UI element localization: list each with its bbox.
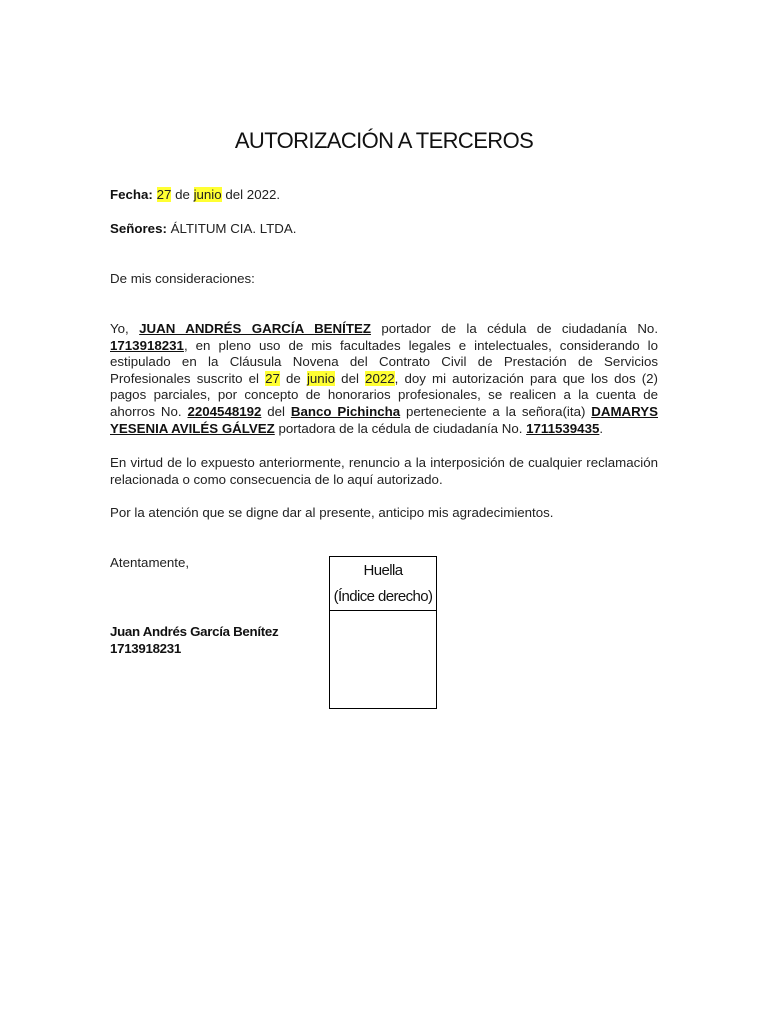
bank-name: Banco Pichincha (290, 403, 401, 419)
contract-day: 27 (265, 370, 280, 386)
text-del: del (341, 370, 359, 386)
contract-month: junio (306, 370, 336, 386)
signature-block (110, 624, 278, 657)
greeting: De mis consideraciones: (110, 271, 255, 286)
beneficiary-name: DAMARYS YESENIA AVILÉS GÁLVEZ (110, 403, 658, 436)
fingerprint-header (330, 557, 436, 611)
thanks-paragraph: Por la atención que se digne dar al presente, anticipo mis agradecimientos. (110, 505, 554, 520)
text-period: . (599, 420, 604, 436)
date-de: de (175, 187, 190, 202)
text-portador: portador de la cédula de ciudadanía No. (381, 321, 659, 336)
date-rest: del 2022. (225, 187, 281, 202)
authorizer-cedula: 1713918231 (110, 337, 184, 353)
recipient-value: ÁLTITUM CIA. LTDA. (170, 221, 297, 236)
fingerprint-box (329, 556, 437, 709)
date-day: 27 (156, 187, 172, 202)
fingerprint-title: Huella (363, 562, 403, 579)
date-line (110, 187, 280, 202)
recipient-line (110, 221, 296, 236)
date-label: Fecha: (110, 187, 153, 202)
waiver-paragraph: En virtud de lo expuesto anteriormente, renuncio a la interposición de cualquier reclamación relacionada o como consecuencia de lo aquí autorizado. (110, 455, 658, 487)
text-portadora: portadora de la cédula de ciudadanía No. (278, 420, 523, 436)
authorization-paragraph (110, 321, 658, 437)
text-del-bank: del (267, 403, 286, 419)
fingerprint-subtitle: (Índice derecho) (333, 588, 433, 605)
date-month: junio (193, 187, 222, 202)
contract-year: 2022 (365, 370, 395, 386)
account-number: 2204548192 (187, 403, 262, 419)
closing: Atentamente, (110, 555, 190, 570)
signature-id: 1713918231 (110, 640, 181, 656)
text-de: de (286, 370, 301, 386)
text-autorizacion: , doy mi autorización para que los dos (2) pagos parciales, por concepto de honorarios profesionales, se realicen a la cuenta de ahorros No. (110, 370, 658, 419)
authorizer-name: JUAN ANDRÉS GARCÍA BENÍTEZ (139, 321, 371, 336)
beneficiary-cedula: 1711539435 (526, 420, 600, 436)
document-title: AUTORIZACIÓN A TERCEROS (234, 128, 534, 153)
text-yo: Yo, (110, 321, 129, 336)
recipient-label: Señores: (110, 221, 167, 236)
text-perteneciente: perteneciente a la señora(ita) (406, 403, 586, 419)
text-clausula: , en pleno uso de mis facultades legales e intelectuales, considerando lo estipulado en la Cláusula Novena del Contrato Civil de Prestación de Servicios Profesionales suscrito el (110, 337, 658, 386)
signature-name: Juan Andrés García Benítez (110, 624, 279, 639)
